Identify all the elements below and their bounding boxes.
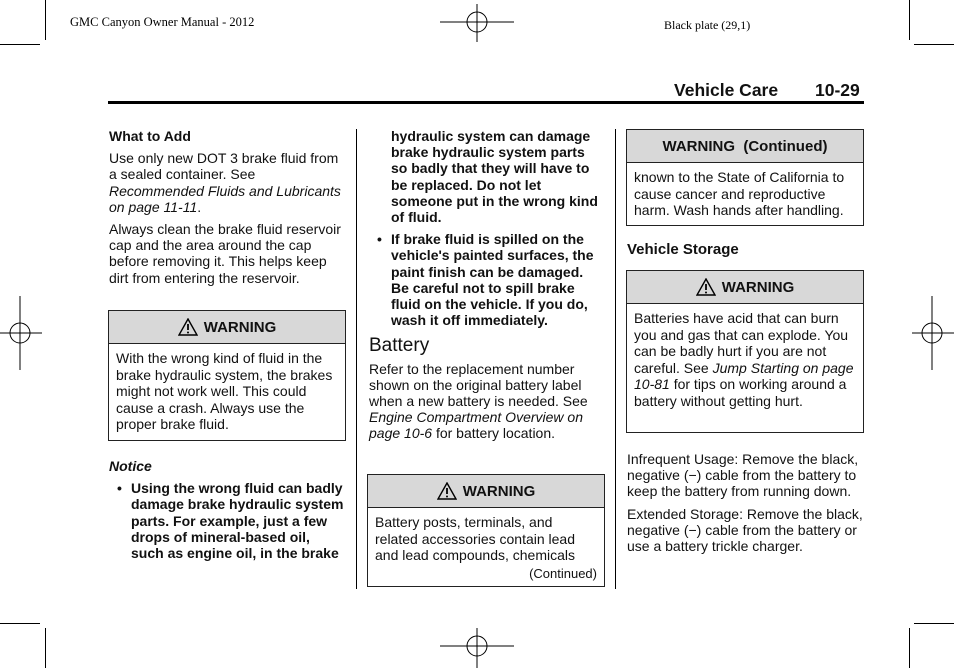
plate-left-label: GMC Canyon Owner Manual - 2012 <box>70 15 255 29</box>
bullet-icon: • <box>377 231 382 248</box>
plate-right-label: Black plate (29,1) <box>664 18 751 32</box>
warning-label: WARNING <box>203 318 277 336</box>
storage-paragraphs <box>627 451 863 554</box>
bullet-icon: • <box>117 480 122 497</box>
clean-cap-paragraph: Always clean the brake fluid reservoir cap and the area around the cap before removing it. This helps keep dirt from entering the reservoir. <box>109 221 341 286</box>
header-rule <box>108 101 864 104</box>
engine-compartment-link[interactable]: Engine Compartment Overview on page 10-6 <box>369 409 583 442</box>
column-1 <box>109 128 345 286</box>
crop-mark-icon <box>45 0 46 40</box>
dot3-paragraph <box>109 150 345 215</box>
warning-header <box>368 475 604 508</box>
column-2 <box>369 128 604 442</box>
warning-continued-box <box>626 129 864 226</box>
registration-crosshair-icon <box>0 296 42 370</box>
battery-heading: Battery <box>369 335 430 357</box>
notice-section <box>109 458 345 561</box>
crop-mark-icon <box>909 628 910 668</box>
dot3-text-end: . <box>197 198 202 215</box>
vehicle-storage-heading: Vehicle Storage <box>627 241 739 258</box>
warning-label: WARNING <box>721 278 795 296</box>
brake-fluid-warning-box <box>108 310 346 441</box>
page-number: 10-29 <box>815 80 860 100</box>
battery-text: Refer to the replacement number shown on the original battery label when a new battery is needed. See <box>369 360 588 410</box>
warning-body <box>627 304 863 415</box>
crop-mark-icon <box>0 623 40 624</box>
column-divider <box>615 129 616 589</box>
continued-label: (Continued) <box>529 565 597 581</box>
battery-warning-box <box>367 474 605 587</box>
warning-continued-header <box>627 130 863 163</box>
dot3-text: Use only new DOT 3 brake fluid from a sealed container. See <box>109 150 339 183</box>
registration-crosshair-icon <box>440 628 514 668</box>
column-divider <box>356 129 357 589</box>
jump-starting-link[interactable]: Jump Starting on page 10-81 <box>634 359 854 392</box>
infrequent-usage-paragraph: Infrequent Usage: Remove the black, negative (−) cable from the battery to keep the battery from running down. <box>627 451 859 500</box>
notice-bullet-text: If brake fluid is spilled on the vehicle's painted surfaces, the paint finish can be damaged. Be careful not to spill brake fluid on the vehicle. If you do, wash it off immediately. <box>391 231 594 329</box>
crop-mark-icon <box>0 44 40 45</box>
warning-triangle-icon <box>696 278 716 296</box>
warning-header <box>627 271 863 304</box>
crop-mark-icon <box>914 623 954 624</box>
extended-storage-paragraph: Extended Storage: Remove the black, negative (−) cable from the battery or use a battery trickle charger. <box>627 505 863 555</box>
warning-body: With the wrong kind of fluid in the brake hydraulic system, the brakes might not work well. This could cause a crash. Always use the proper brake fluid. <box>116 350 333 432</box>
acid-warning-box <box>626 270 864 433</box>
warning-label: WARNING <box>462 482 536 500</box>
warning-header <box>109 311 345 344</box>
acid-warning-text: Batteries have acid that can burn you and gas that can explode. You can be badly hurt if you are not careful. See <box>634 310 849 376</box>
fluids-reference-link[interactable]: Recommended Fluids and Lubricants on page 11-11 <box>109 182 341 215</box>
warning-body: Battery posts, terminals, and related accessories contain lead and lead compounds, chemicals <box>375 514 576 563</box>
notice-bullet-text: Using the wrong fluid can badly damage brake hydraulic system parts. For example, just a few drops of mineral-based oil, such as engine oil, in the brake <box>131 480 344 562</box>
notice-heading: Notice <box>109 458 152 474</box>
acid-warning-text-end: for tips on working around a battery without getting hurt. <box>634 376 847 409</box>
crop-mark-icon <box>45 628 46 668</box>
vehicle-storage-heading-wrap <box>627 242 863 258</box>
crop-mark-icon <box>914 44 954 45</box>
notice-bullet <box>369 231 604 328</box>
crop-mark-icon <box>909 0 910 40</box>
battery-text-end: for battery location. <box>432 425 556 442</box>
battery-paragraph <box>369 361 604 442</box>
warning-continued-label: WARNING (Continued) <box>662 137 828 155</box>
section-title: Vehicle Care <box>674 80 779 100</box>
notice-bullet <box>109 480 345 561</box>
warning-triangle-icon <box>437 482 457 500</box>
warning-triangle-icon <box>178 318 198 336</box>
what-to-add-heading: What to Add <box>109 128 191 144</box>
warning-body: known to the State of California to cause cancer and reproductive harm. Wash hands after handling. <box>634 169 845 218</box>
notice-continued-text: hydraulic system can damage brake hydraulic system parts so badly that they will have to be replaced. Do not let someone put in the wrong kind of fluid. <box>391 128 598 226</box>
registration-crosshair-icon <box>912 296 954 370</box>
registration-crosshair-icon <box>440 4 514 42</box>
